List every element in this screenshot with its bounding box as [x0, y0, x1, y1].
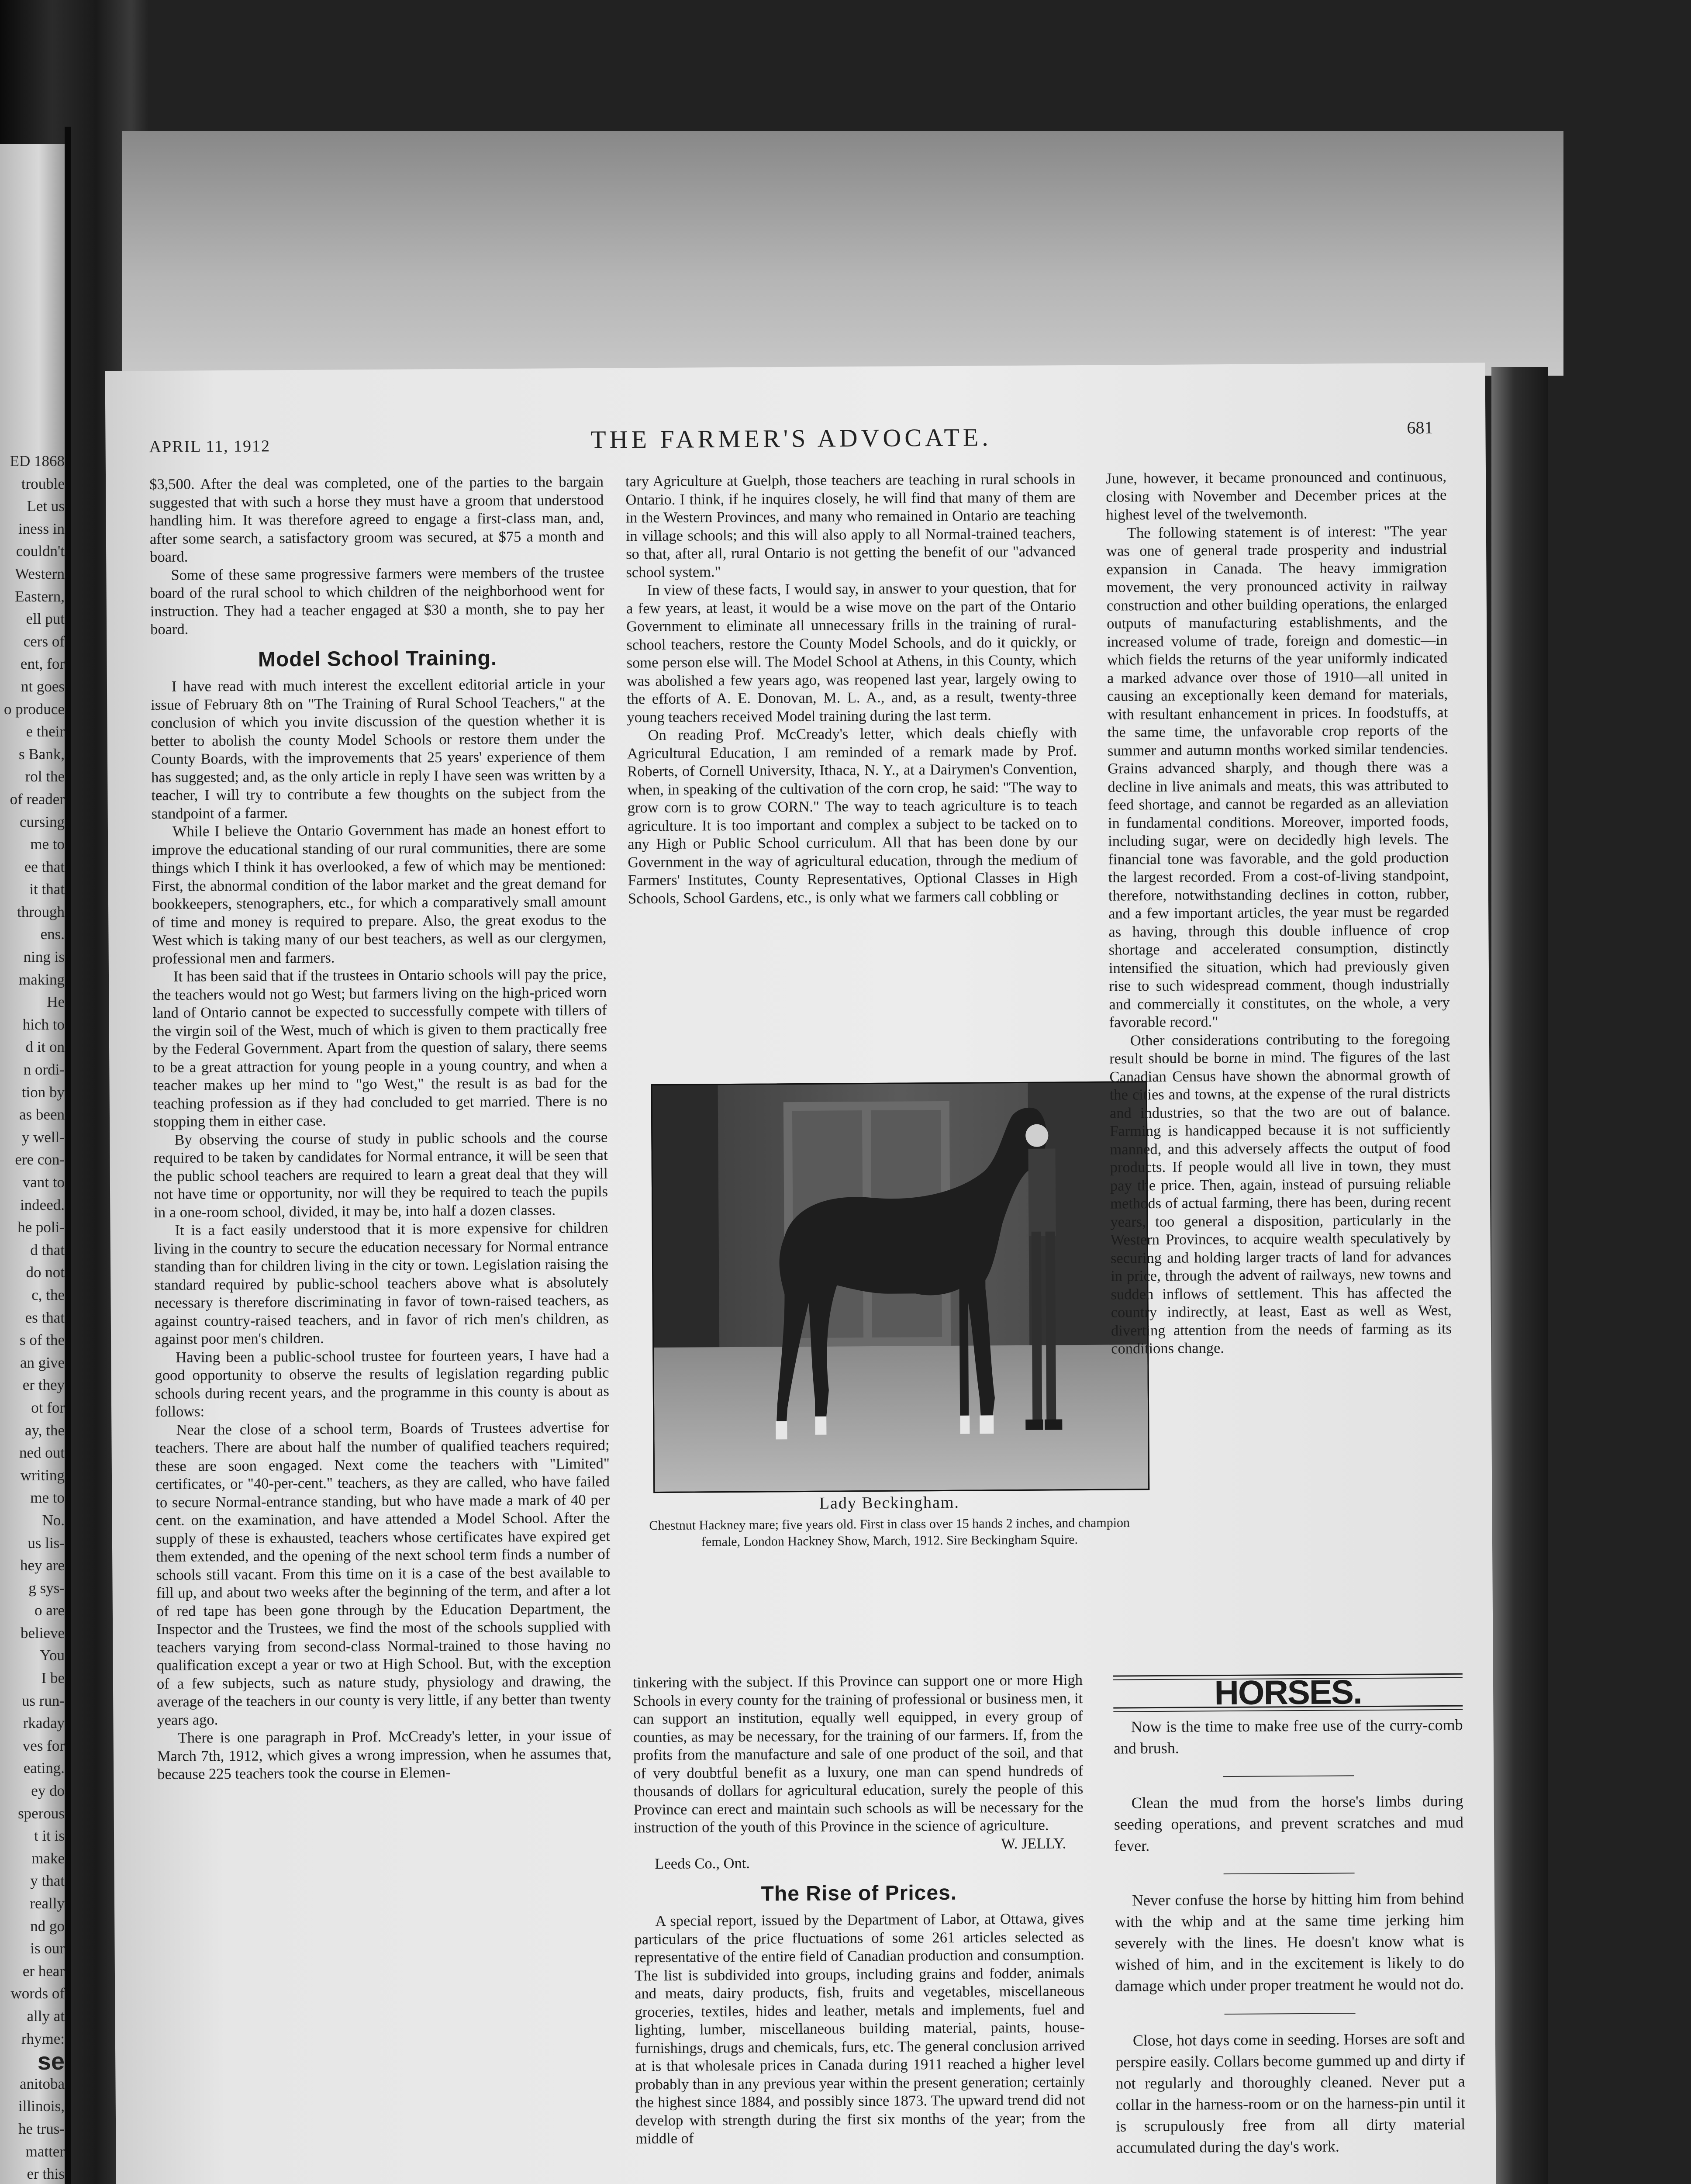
newspaper-page	[105, 363, 1498, 2184]
paragraph: $3,500. After the deal was completed, one of the parties to the bargain suggested that with such a horse they must have a groom that understood handling him. It was therefore agreed to engage a first-class man, and, after some search, a satisfactory groom was secured, at $75 a month and board.	[149, 473, 604, 566]
paragraph: It has been said that if the trustees in Ontario schools will pay the price, the teachers would not go West; but farmers living on the high-priced worn land of Ontario cannot be expected to successfully compete with tillers of the virgin soil of the West, much of which is given to them practically free by the Federal Government. Apart from the question of salary, there seems to be a great attraction for young people in a young country, and when a teacher makes up her mind to "go West," the result is as bad for the teaching profession as if they had concluded to get married. There is no stopping them in either case.	[152, 965, 607, 1130]
previous-page-line: c, the	[31, 1286, 65, 1303]
previous-page-line: ED 1868	[10, 453, 65, 470]
horse-image	[652, 1082, 1149, 1492]
previous-page-line: matter	[25, 2143, 65, 2160]
page-header	[149, 420, 1433, 463]
previous-page-line: writing	[20, 1466, 65, 1484]
previous-page-line: Let us	[27, 498, 65, 515]
previous-page-line: He	[47, 993, 65, 1011]
previous-page-line: s Bank,	[19, 745, 65, 763]
page-number: 681	[1407, 418, 1433, 438]
previous-page-line: is our	[30, 1940, 65, 1957]
previous-page-line: y that	[30, 1872, 65, 1890]
issue-date: APRIL 11, 1912	[149, 437, 271, 456]
previous-page-line: s of the	[19, 1331, 65, 1349]
previous-page-line: Western	[15, 565, 65, 582]
previous-page-line: t it is	[34, 1827, 65, 1845]
previous-page-line: us lis-	[28, 1534, 65, 1552]
previous-page-line: cursing	[19, 813, 65, 830]
previous-page-line: eating.	[23, 1759, 65, 1777]
previous-page-line: an give	[20, 1354, 65, 1371]
previous-page-line: g sys-	[28, 1579, 65, 1597]
previous-page-line: anitoba	[19, 2075, 65, 2092]
film-edge	[65, 127, 71, 2184]
previous-page-line: ere con-	[15, 1151, 65, 1168]
section-heading-rise-of-prices: The Rise of Prices.	[761, 1881, 957, 1906]
previous-page-line: d that	[30, 1241, 65, 1258]
divider	[1225, 2013, 1356, 2015]
paragraph: There is one paragraph in Prof. McCready's letter, in your issue of March 7th, 1912, which gives a wrong impression, when he assumes that, because 225 teachers took the course in Elemen-	[157, 1727, 612, 1783]
previous-page-line: es that	[25, 1309, 65, 1326]
previous-page-line: er this	[27, 2165, 65, 2183]
paragraph: Having been a public-school trustee for fourteen years, I have had a good opportunity to observe the results of legislation regarding public schools during recent years, and the programme in this county is about as follows:	[155, 1346, 609, 1420]
paragraph: I have read with much interest the excellent editorial article in your issue of February 8th on "The Training of Rural School Teachers," at the conclusion of which you invite discussion of the question whether it is better to abolish the county Model Schools or restore them under the County Boards, with the improvements that 25 years' experience of them has suggested; and, as the only article in reply I have seen was written by a teacher, I will try to contribute a few thoughts on the subject from the standpoint of a farmer.	[151, 675, 606, 822]
previous-page-text	[0, 450, 65, 2184]
paragraph: A special report, issued by the Department of Labor, at Ottawa, gives particulars of the price fluctuations of some 261 articles selected as representative of the entire field of Canadian production and consumption. The list is subdivided into groups, including grains and fodder, animals and meats, dairy products, fish, fruits and vegetables, miscellaneous groceries, textiles, hides and leather, metals and implements, fuel and lighting, lumber, miscellaneous building material, paints, house-furnishings, drugs and chemicals, furs, etc. The general conclusion arrived at is that wholesale prices in Canada during 1911 reached a higher level probably than in any previous year within the present generation; certainly the highest since 1884, and possibly since 1873. The upward trend did not develop with strength during the first six months of the year; from the middle of	[634, 1910, 1086, 2147]
previous-page-line: illinois,	[18, 2098, 65, 2115]
previous-page-line: indeed.	[20, 1196, 65, 1213]
paragraph: tinkering with the subject. If this Province can support one or more High Schools in every county for the training of professional or business men, it can support an institution, equally well equipped, in every group of counties, as may be necessary, for the training of our farmers. If, from the profits from the manufacture and sale of one product of the soil, and that of very doubtful benefit as a luxury, one man can spend hundreds of thousands of dollars for agricultural education, surely the people of this Province can erect and maintain such schools as will be necessary for the instruction of the youth of this Province in the science of agriculture.	[632, 1672, 1084, 1836]
paragraph: By observing the course of study in public schools and the course required to be taken by candidates for Normal entrance, it will be seen that the public school teachers are required to learn a great deal that they will not have time or opportunity, nor will they be required to teach the pupils in a one-room school, divided, it may be, into half a dozen classes.	[153, 1129, 608, 1221]
previous-page-line: I be	[41, 1669, 65, 1687]
previous-page-line: tion by	[21, 1083, 65, 1101]
previous-page-line: hey are	[20, 1557, 65, 1574]
photo-caption	[632, 1492, 1147, 1551]
previous-page-line: d it on	[25, 1038, 65, 1056]
previous-page-line: You	[40, 1647, 65, 1664]
blank-top-margin	[122, 131, 1563, 376]
previous-page-line: cers of	[23, 632, 65, 650]
section-heading-horses: HORSES.	[1214, 1673, 1362, 1712]
previous-page-line: me to	[30, 1489, 65, 1507]
previous-page-line: of reader	[10, 790, 65, 808]
horse-note: Clean the mud from the horse's limbs during seeding operations, and prevent scratches and mud fever.	[1114, 1792, 1464, 1855]
horse-photograph	[651, 1081, 1150, 1493]
previous-page-line: ning is	[23, 948, 65, 966]
previous-page-line: y well-	[21, 1128, 65, 1146]
previous-page-line: nt goes	[21, 677, 65, 695]
previous-page-line: couldn't	[16, 543, 65, 560]
previous-page-line: words of	[10, 1985, 65, 2002]
previous-page-line: No.	[42, 1511, 65, 1529]
previous-page-line: as been	[19, 1106, 65, 1123]
previous-page-line: ves for	[22, 1737, 65, 1754]
previous-page-line: he trus-	[18, 2120, 65, 2137]
previous-page-edge	[0, 144, 65, 2184]
paragraph: Some of these same progressive farmers were members of the trustee board of the rural school to which children of the neighborhood went for instruction. They had a teacher engaged at $30 a month, she to pay her board.	[150, 564, 605, 638]
paragraph: In view of these facts, I would say, in answer to your question, that for a few years, at least, it would be a wise move on the part of the Ontario Government to eliminate all unnecessary frills in the training of rural-school teachers, restore the County Model Schools, and do it quickly, or some person else will. The Model School at Athens, in this County, which was abolished a few years ago, was reopened last year, largely owing to the efforts of A. E. Donovan, M. L. A., and, as a result, twenty-three young teachers received Model training during the last term.	[626, 579, 1077, 726]
masthead-title: THE FARMER'S ADVOCATE.	[590, 423, 992, 454]
previous-page-line: sperous	[18, 1804, 65, 1822]
previous-page-line: make	[31, 1849, 65, 1867]
previous-page-line: through	[17, 903, 65, 920]
horse-note: Close, hot days come in seeding. Horses are soft and perspire easily. Collars become gummed up and dirty if not regularly and thoroughly cleaned. Never put a collar in the harness-room or on the harness-pin until it is scrupulously free from all dirty material accumulated during the day's work.	[1115, 2029, 1466, 2156]
photo-title: Lady Beckingham.	[819, 1493, 960, 1513]
paragraph: While I believe the Ontario Government has made an honest effort to improve the educational standing of our rural communities, there are some things which I think it has overlooked, a few of which may be mentioned: First, the abnormal condition of the labor market and the great demand for bookkeepers, stenographers, etc., for which a comparatively small amount of time and money is required to prepare. Also, the great exodus to the West which is taking many of our best teachers, as well as our clergymen, professional men and farmers.	[152, 820, 607, 967]
previous-page-line: ens.	[40, 926, 65, 943]
previous-page-line: rhyme:	[21, 2030, 65, 2047]
previous-page-line: n ordi-	[23, 1061, 65, 1078]
previous-page-line: er they	[22, 1376, 65, 1394]
previous-page-line: ally at	[27, 2007, 65, 2025]
previous-page-line: it that	[29, 881, 65, 898]
previous-page-line: Eastern,	[15, 587, 65, 605]
column-3-bottom	[1113, 1669, 1466, 2158]
previous-page-line: iness in	[18, 520, 65, 537]
divider	[1223, 1775, 1354, 1777]
previous-page-line: trouble	[21, 475, 65, 492]
paragraph: The following statement is of interest: "The year was one of general trade prosperity and industrial expansion in Canada. The heavy immigration movement, the very pronounced activity in railway construction and other building operations, the enlarged outputs of manufacturing establishments, and the increased volume of trade, foreign and domestic—in which fields the returns of the year uniformly indicated a marked advance over those of 1910—all united in causing an exceptionally keen demand for materials, with resultant enhancement in prices. In foodstuffs, at the same time, the unfavorable crop reports of the summer and autumn months worked similar tendencies. Grains advanced sharply, and though there was a decline in live animals and meats, this was attributed to feed shortage, and cannot be regarded as an alleviation in fundamental conditions. Moreover, imported foods, including sugar, were on decidedly high levels. The financial tone was favorable, and the gold production the largest recorded. From a cost-of-living standpoint, therefore, notwithstanding declines in cotton, rubber, and a few important articles, the year must be regarded as having, through this double influence of crop shortage and accelerated consumption, distinctly intensified the situation, which had previously given rise to such widespread comment, though industrially and commercially it constitutes, on the whole, a very favorable record."	[1106, 522, 1450, 1031]
paragraph: June, however, it became pronounced and continuous, closing with November and December prices at the highest level of the twelvemonth.	[1105, 468, 1447, 523]
previous-page-line: me to	[30, 836, 65, 853]
previous-page-line: he poli-	[17, 1219, 65, 1236]
previous-page-line: ee that	[24, 858, 65, 875]
previous-page-line: really	[30, 1895, 65, 1912]
horse-note: Now is the time to make free use of the curry-comb and brush.	[1113, 1716, 1463, 1757]
previous-page-line: o are	[35, 1602, 65, 1619]
paragraph: tary Agriculture at Guelph, those teachers are teaching in rural schools in Ontario. I think, if he inquires closely, he will find that many of them are in the Western Provinces, and many who remained in Ontario are teaching in village schools; and this will also apply to all Normal-trained teachers, so that, after all, rural Ontario is not getting the benefit of our "advanced school system."	[625, 470, 1076, 581]
previous-page-line: nd go	[30, 1917, 65, 1935]
column-1	[149, 473, 611, 1784]
section-heading-model-school: Model School Training.	[258, 646, 497, 671]
column-2-bottom	[633, 1671, 1086, 2148]
author-location: Leeds Co., Ont.	[655, 1855, 750, 1873]
previous-page-line: ent, for	[20, 655, 65, 673]
previous-page-line: ey do	[31, 1782, 65, 1800]
previous-page-line: e their	[26, 723, 65, 740]
previous-page-line: se	[37, 2047, 65, 2075]
horse-note: Never confuse the horse by hitting him from behind with the whip and at the same time jerking him severely with the lines. He doesn't know what is wished of him, and in the excitement is likely to do damage which under proper treatment he would not do.	[1115, 1889, 1464, 1995]
author-signature: W. JELLY.	[1001, 1835, 1066, 1852]
previous-page-line: rkaday	[23, 1714, 65, 1732]
previous-page-line: er hear	[22, 1962, 65, 1980]
previous-page-line: ay, the	[24, 1421, 65, 1439]
previous-page-line: making	[19, 971, 65, 988]
previous-page-line: ned out	[19, 1444, 65, 1462]
previous-page-line: vant to	[22, 1174, 65, 1191]
paragraph: It is a fact easily understood that it is more expensive for children living in the country to secure the education necessary for Normal entrance standing than for children living in the city or town. Legislation raising the standard required by public-school teachers above what is absolutely necessary is therefore discriminating in favor of town-raised teachers, as against country-raised teachers, and in favor of rich men's children, as against poor men's children.	[154, 1219, 609, 1348]
previous-page-line: do not	[26, 1264, 65, 1281]
paragraph: Near the close of a school term, Boards of Trustees advertise for teachers. There are about half the number of qualified teachers required; these are soon engaged. Next come the teachers with "Limited" certificates, or "40-per-cent." teachers, as they are called, who have failed to secure Normal-entrance standing, but who have made a mark of 40 per cent. on the examination, and have attended a Model School. After the supply of these is exhausted, teachers whose certificates have expired get them extended, and the opening of the next school term finds a number of schools still vacant. From this time on it is a case of the best available to fill up, and about two weeks after the beginning of the term, and after a lot of red tape has been gone through by the Education Department, the Inspector and the Trustees, we find the most of the schools supplied with teachers varying from second-class Normal-trained to those having no qualification except a year or two at High School. But, with the exception of a few subjects, such as nature study, physiology and drawing, the average of the teachers in our county is very little, if any better than twenty years ago.	[155, 1419, 611, 1728]
previous-page-line: o produce	[4, 700, 65, 718]
previous-page-line: rol the	[25, 768, 65, 785]
previous-page-line: hich to	[22, 1016, 65, 1033]
previous-page-line: ell put	[26, 610, 65, 628]
previous-page-line: believe	[20, 1624, 65, 1641]
photo-description: Chestnut Hackney mare; five years old. First in class over 15 hands 2 inches, and champion female, London Hackney Show, March, 1912. Sire Beckingham Squire.	[649, 1515, 1130, 1549]
column-2-top	[625, 470, 1078, 908]
paragraph: On reading Prof. McCready's letter, which deals chiefly with Agricultural Education, I am reminded of a remark made by Prof. Roberts, of Cornell University, Ithaca, N. Y., at a Dairymen's Convention, when, in speaking of the cultivation of the corn crop, he said: "The way to grow corn is to grow CORN." The way to teach agriculture is to teach agriculture. It is too important and complex a subject to be tacked on to any High or Public School curriculum. All that has been done by our Government in the way of agricultural education, through the medium of Farmers' Institutes, County Representatives, Optional Classes in High Schools, School Gardens, etc., is only what we farmers call cobbling or	[627, 724, 1078, 907]
film-roll-shadow	[1491, 367, 1548, 2184]
divider	[1224, 1873, 1355, 1874]
previous-page-line: ot for	[31, 1399, 65, 1416]
previous-page-line: us run-	[21, 1692, 65, 1709]
column-3-top	[1106, 468, 1452, 1358]
paragraph: Other considerations contributing to the foregoing result should be borne in mind. The figures of the last Canadian Census have shown the abnormal growth of the cities and towns, at the expense of the rural districts and industries, so that the two are out of balance. Farming is handicapped because it is not sufficiently manned, and this adversely affects the output of food products. If people would all live in town, they must pay the price. Then, again, instead of pursuing reliable methods of actual farming, there has been, during recent years, too general a disposition, particularly in the Western Provinces, to acquire wealth speculatively by securing and holding larger tracts of land for advances in price, through the advent of railways, new towns and sudden inflows of settlement. This has affected the country indirectly, at least, East as well as West, diverting attention from the needs of farming as its conditions change.	[1109, 1030, 1452, 1357]
